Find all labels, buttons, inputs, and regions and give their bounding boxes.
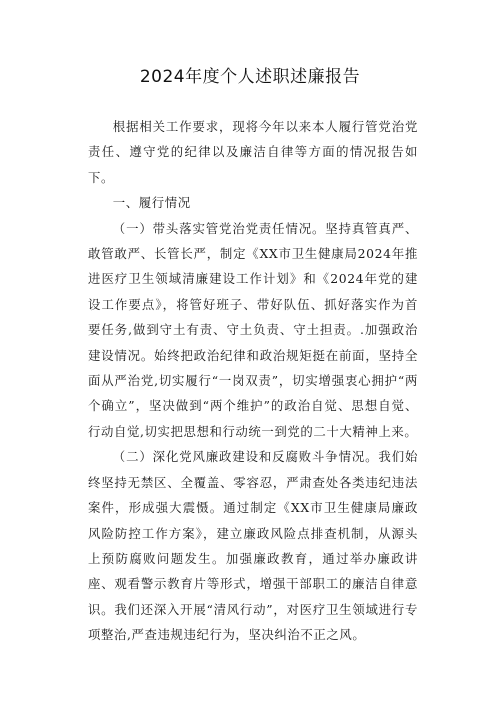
intro-paragraph: 根据相关工作要求，现将今年以来本人履行管党治党责任、遵守党的纪律以及廉洁自律等方面的情况报告如下。 [88, 119, 418, 185]
section-heading: 一、履行情况 [112, 195, 191, 211]
document-title: 2024年度个人述职述廉报告 [139, 67, 361, 87]
body-paragraph: （二）深化党风廉政建设和反腐败斗争情况。我们始终坚持无禁区、全覆盖、零容忍，严肃查处各类违纪违法案件，形成强大震慑。通过制定《XX市卫生健康局廉政风险防控工作方案》，建立廉政风险点排查机制，从源头上预防腐败问题发生。加强廉政教育，通过举办廉政讲座、观看警示教育片等形式，增强干部职工的廉洁自律意识。我们还深入开展“清风行动”，对医疗卫生领域进行专项整治,严查违规违纪行为，坚决纠治不正之风。 [88, 449, 418, 643]
document-body [88, 114, 418, 648]
body-paragraph: （一）带头落实管党治党责任情况。坚持真管真严、敢管敢严、长管长严，制定《XX市卫生健康局2024年推进医疗卫生领域清廉建设工作计划》和《2024年党的建设工作要点》，将管好班子、带好队伍、抓好落实作为首要任务,做到守土有责、守土负责、守土担责。.加强政治建设情况。始终把政治纪律和政治规矩挺在前面，坚持全面从严治党,切实履行“一岗双责”，切实增强衷心拥护“两个确立”，坚决做到“两个维护”的政治自觉、思想自觉、行动自觉,切实把思想和行动统一到党的二十大精神上来。 [88, 220, 418, 439]
